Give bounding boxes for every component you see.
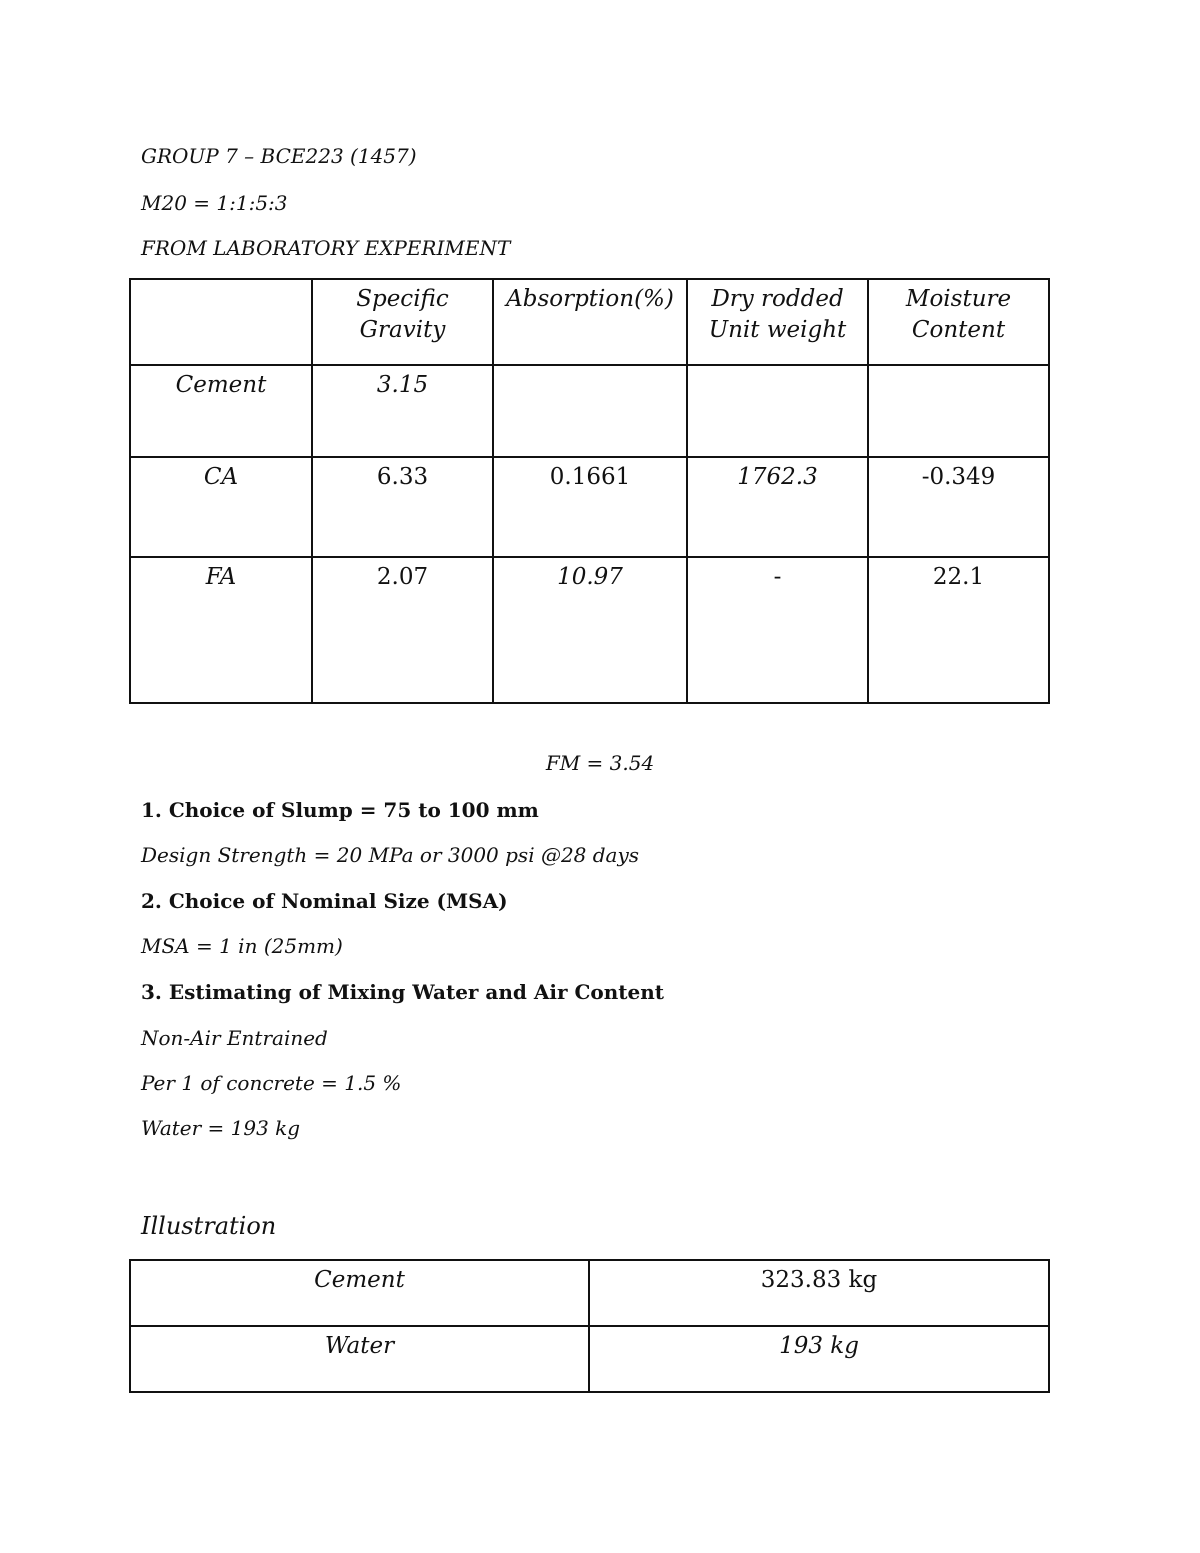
msa-value: MSA = 1 in (25mm)	[141, 934, 343, 958]
header-line: Content	[911, 317, 1006, 343]
water-amount: Water = 193 kg	[141, 1116, 301, 1140]
illustration-title: Illustration	[141, 1212, 277, 1240]
header-line: Moisture	[905, 286, 1012, 312]
table-row	[130, 1260, 1049, 1326]
group-title: GROUP 7 – BCE223 (1457)	[141, 144, 417, 168]
step-3-heading: 3. Estimating of Mixing Water and Air Content	[141, 980, 665, 1004]
design-strength: Design Strength = 20 MPa or 3000 psi @28 days	[141, 843, 640, 867]
non-air-entrained: Non-Air Entrained	[141, 1026, 328, 1050]
air-content: Per 1 of concrete = 1.5 %	[141, 1071, 402, 1095]
table-row	[130, 365, 1049, 457]
moisture-cell: 22.1	[868, 557, 1049, 703]
header-line: Specific	[356, 286, 449, 312]
step-1-heading: 1. Choice of Slump = 75 to 100 mm	[141, 798, 539, 822]
lab-results-table	[129, 278, 1050, 704]
source-label: FROM LABORATORY EXPERIMENT	[141, 236, 511, 260]
illustration-table	[129, 1259, 1050, 1393]
illustration-label-cell: Cement	[130, 1260, 589, 1326]
header-absorption: Absorption(%)	[493, 279, 687, 365]
unit-weight-cell: -	[687, 557, 868, 703]
header-specific-gravity	[312, 279, 493, 365]
table-header-row	[130, 279, 1049, 365]
step-2-heading: 2. Choice of Nominal Size (MSA)	[141, 889, 508, 913]
table-row	[130, 1326, 1049, 1392]
specific-gravity-cell: 3.15	[312, 365, 493, 457]
moisture-cell	[868, 365, 1049, 457]
unit-weight-cell: 1762.3	[687, 457, 868, 557]
absorption-cell: 10.97	[493, 557, 687, 703]
material-cell: Cement	[130, 365, 312, 457]
table-row	[130, 457, 1049, 557]
fineness-modulus: FM = 3.54	[545, 751, 655, 775]
illustration-value-cell: 323.83 kg	[589, 1260, 1049, 1326]
specific-gravity-cell: 2.07	[312, 557, 493, 703]
header-dry-rodded-unit-weight	[687, 279, 868, 365]
unit-weight-cell	[687, 365, 868, 457]
absorption-cell: 0.1661	[493, 457, 687, 557]
header-line: Dry rodded	[711, 286, 844, 312]
mix-ratio: M20 = 1:1:5:3	[141, 191, 288, 215]
material-cell: FA	[130, 557, 312, 703]
header-cell-empty	[130, 279, 312, 365]
header-line: Unit weight	[708, 317, 847, 343]
absorption-cell	[493, 365, 687, 457]
illustration-value-cell: 193 kg	[589, 1326, 1049, 1392]
material-cell: CA	[130, 457, 312, 557]
table-row	[130, 557, 1049, 703]
specific-gravity-cell: 6.33	[312, 457, 493, 557]
illustration-label-cell: Water	[130, 1326, 589, 1392]
moisture-cell: -0.349	[868, 457, 1049, 557]
header-line: Gravity	[359, 317, 446, 343]
header-moisture-content	[868, 279, 1049, 365]
